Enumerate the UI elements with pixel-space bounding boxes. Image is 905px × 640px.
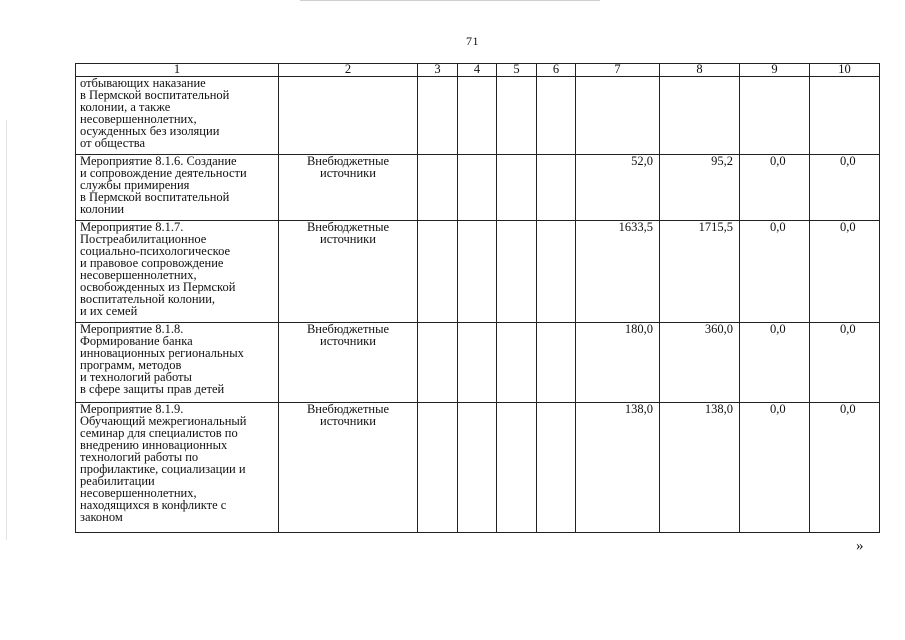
header-cell-5: 5: [497, 64, 537, 77]
measure-name-line: отбывающих наказание: [80, 76, 206, 90]
value-cell-8: 95,2: [660, 155, 740, 221]
value-cell-9: [740, 77, 810, 155]
value-cell-7: [576, 77, 660, 155]
measure-name-line: несовершеннолетних,: [80, 112, 197, 126]
value-cell-5: [497, 77, 537, 155]
value-cell-9: 0,0: [740, 155, 810, 221]
measure-name-line: колонии: [80, 202, 125, 216]
measure-name-line: семинар для специалистов по: [80, 426, 238, 440]
table-row: [76, 155, 880, 221]
value-cell-7: 52,0: [576, 155, 660, 221]
value-cell-8: [660, 77, 740, 155]
value-cell-9: 0,0: [740, 221, 810, 323]
measure-name-line: от общества: [80, 136, 146, 150]
measure-name-line: службы примирения: [80, 178, 190, 192]
value-cell-10: 0,0: [810, 403, 880, 533]
header-cell-3: 3: [418, 64, 458, 77]
closing-quote-mark: »: [856, 538, 864, 554]
value-cell-4: [458, 323, 497, 403]
value-cell-8: 1715,5: [660, 221, 740, 323]
value-cell-4: [458, 77, 497, 155]
value-cell-8: 360,0: [660, 323, 740, 403]
value-cell-10: [810, 77, 880, 155]
measure-name-line: законом: [80, 510, 123, 524]
value-cell-4: [458, 403, 497, 533]
measure-name-line: реабилитации: [80, 474, 155, 488]
funding-source-cell: [279, 77, 418, 155]
value-cell-6: [537, 77, 576, 155]
value-cell-3: [418, 155, 458, 221]
measure-name-cell: [76, 221, 279, 323]
budget-table: [75, 63, 880, 533]
funding-source-line: источники: [320, 414, 376, 428]
header-cell-9: 9: [740, 64, 810, 77]
value-cell-4: [458, 221, 497, 323]
funding-source-line: источники: [320, 334, 376, 348]
page-number: 71: [466, 34, 479, 48]
funding-source-line: источники: [320, 232, 376, 246]
value-cell-3: [418, 403, 458, 533]
table-header-row: [76, 64, 880, 77]
value-cell-10: 0,0: [810, 155, 880, 221]
measure-name-line: несовершеннолетних,: [80, 268, 197, 282]
value-cell-5: [497, 403, 537, 533]
measure-name-line: инновационных региональных: [80, 346, 244, 360]
measure-name-line: в сфере защиты прав детей: [80, 382, 225, 396]
funding-source-line: Внебюджетные: [306, 154, 390, 168]
funding-source-line: Внебюджетные: [306, 322, 390, 336]
measure-name-line: освобожденных из Пермской: [80, 280, 236, 294]
value-cell-5: [497, 323, 537, 403]
measure-name-line: в Пермской воспитательной: [80, 88, 230, 102]
scan-edge-line-top: [300, 0, 600, 1]
value-cell-3: [418, 323, 458, 403]
header-cell-10: 10: [810, 64, 880, 77]
funding-source-cell: [279, 323, 418, 403]
table-row: [76, 323, 880, 403]
measure-name-line: Мероприятие 8.1.6. Создание: [80, 154, 237, 168]
value-cell-6: [537, 403, 576, 533]
measure-name-line: находящихся в конфликте с: [80, 498, 227, 512]
table-row: [76, 77, 880, 155]
header-cell-2: 2: [279, 64, 418, 77]
header-cell-6: 6: [537, 64, 576, 77]
header-cell-8: 8: [660, 64, 740, 77]
measure-name-line: в Пермской воспитательной: [80, 190, 230, 204]
scan-edge-line-left: [6, 120, 7, 540]
header-cell-4: 4: [458, 64, 497, 77]
value-cell-3: [418, 221, 458, 323]
measure-name-line: Формирование банка: [80, 334, 193, 348]
value-cell-6: [537, 323, 576, 403]
funding-source-cell: [279, 221, 418, 323]
measure-name-line: колонии, а также: [80, 100, 171, 114]
measure-name-line: Обучающий межрегиональный: [80, 414, 247, 428]
funding-source-line: Внебюджетные: [306, 402, 390, 416]
value-cell-7: 138,0: [576, 403, 660, 533]
measure-name-line: Мероприятие 8.1.9.: [80, 402, 184, 416]
funding-source-line: источники: [320, 166, 376, 180]
measure-name-line: Мероприятие 8.1.7.: [80, 220, 184, 234]
measure-name-line: технологий работы по: [80, 450, 199, 464]
value-cell-6: [537, 155, 576, 221]
measure-name-line: и сопровождение деятельности: [80, 166, 247, 180]
value-cell-5: [497, 221, 537, 323]
header-cell-1: 1: [76, 64, 279, 77]
measure-name-line: программ, методов: [80, 358, 182, 372]
funding-source-cell: [279, 155, 418, 221]
measure-name-cell: [76, 323, 279, 403]
value-cell-9: 0,0: [740, 323, 810, 403]
value-cell-9: 0,0: [740, 403, 810, 533]
value-cell-6: [537, 221, 576, 323]
measure-name-line: внедрению инновационных: [80, 438, 228, 452]
value-cell-8: 138,0: [660, 403, 740, 533]
value-cell-4: [458, 155, 497, 221]
table-row: [76, 221, 880, 323]
value-cell-10: 0,0: [810, 221, 880, 323]
measure-name-cell: [76, 155, 279, 221]
funding-source-cell: [279, 403, 418, 533]
measure-name-line: воспитательной колонии,: [80, 292, 216, 306]
table-row: [76, 403, 880, 533]
header-cell-7: 7: [576, 64, 660, 77]
measure-name-line: профилактике, социализации и: [80, 462, 246, 476]
measure-name-line: осужденных без изоляции: [80, 124, 220, 138]
value-cell-3: [418, 77, 458, 155]
value-cell-10: 0,0: [810, 323, 880, 403]
measure-name-line: Мероприятие 8.1.8.: [80, 322, 184, 336]
measure-name-cell: [76, 77, 279, 155]
measure-name-line: несовершеннолетних,: [80, 486, 197, 500]
value-cell-5: [497, 155, 537, 221]
measure-name-line: социально-психологическое: [80, 244, 231, 258]
value-cell-7: 1633,5: [576, 221, 660, 323]
measure-name-line: и их семей: [80, 304, 138, 318]
value-cell-7: 180,0: [576, 323, 660, 403]
measure-name-line: и правовое сопровождение: [80, 256, 224, 270]
measure-name-line: и технологий работы: [80, 370, 192, 384]
measure-name-line: Постреабилитационное: [80, 232, 207, 246]
measure-name-cell: [76, 403, 279, 533]
funding-source-line: Внебюджетные: [306, 220, 390, 234]
